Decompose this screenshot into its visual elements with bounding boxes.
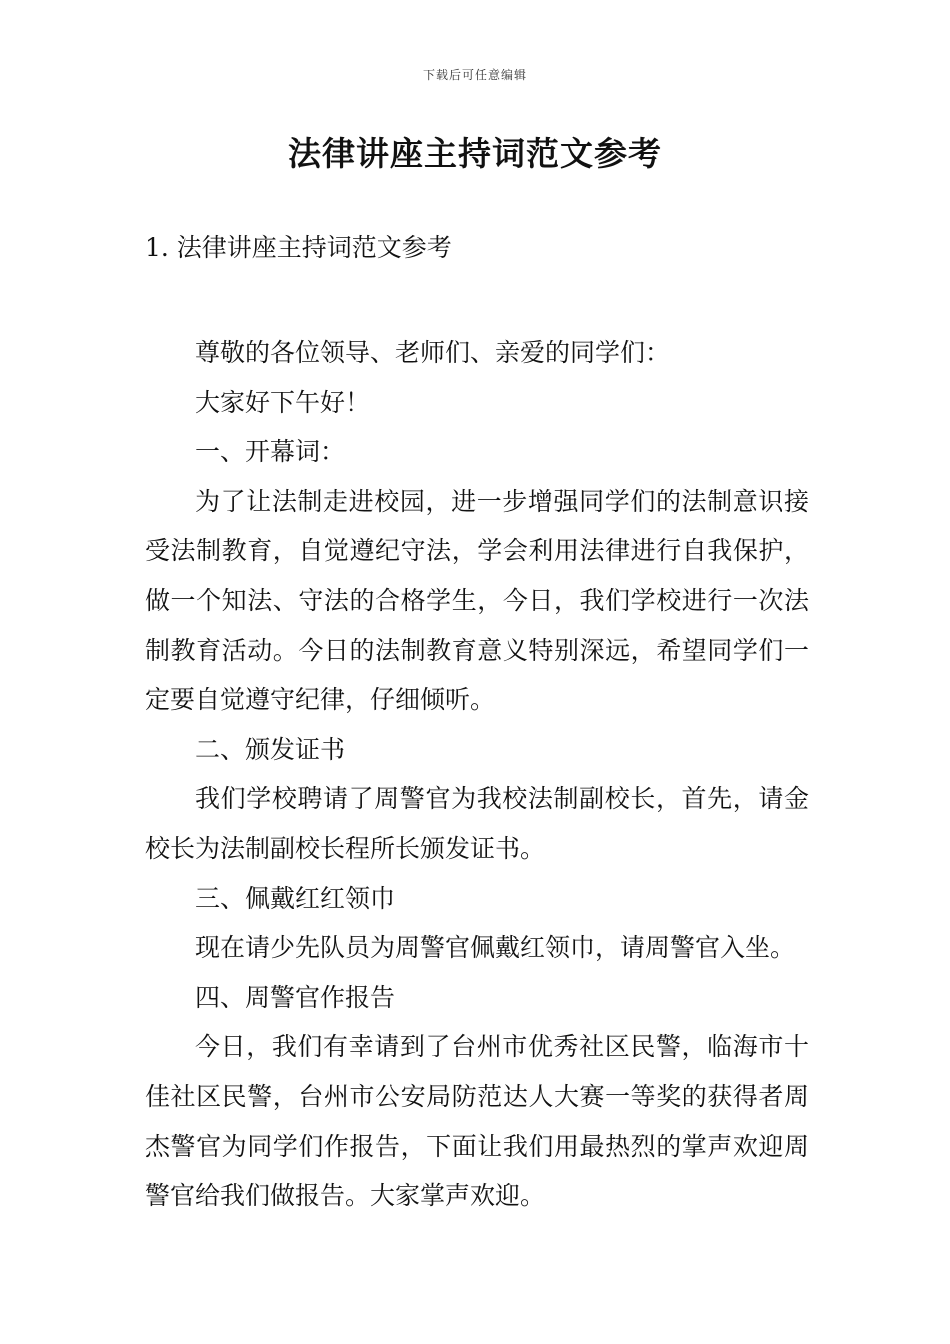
paragraph-certificate: 我们学校聘请了周警官为我校法制副校长，首先，请金校长为法制副校长程所长颁发证书。 [145,784,809,863]
section-heading: 1. 法律讲座主持词范文参考 [145,233,452,262]
paragraph-report: 今日，我们有幸请到了台州市优秀社区民警，临海市十佳社区民警，台州市公安局防范达人大赛一等奖的获得者周杰警官为同学们作报告，下面让我们用最热烈的掌声欢迎周警官给我们做报告。大家掌声欢迎。 [145,1032,809,1211]
paragraph-salutation: 尊敬的各位领导、老师们、亲爱的同学们： [195,338,671,367]
paragraph-item-heading: 三、佩戴红红领巾 [195,883,396,913]
paragraph-opening: 为了让法制走进校园，进一步增强同学们的法制意识接受法制教育，自觉遵纪守法，学会利用法律进行自我保护，做一个知法、守法的合格学生，今日，我们学校进行一次法制教育活动。今日的法制教育意义特别深远，希望同学们一定要自觉遵守纪律，仔细倾听。 [145,486,809,715]
document-body [145,328,809,1221]
paragraph-scarf: 现在请少先队员为周警官佩戴红领巾，请周警官入坐。 [195,933,796,963]
paragraph-item-heading: 一、开幕词： [195,437,346,467]
paragraph-item-heading: 二、颁发证书 [195,734,346,764]
document-title: 法律讲座主持词范文参考 [288,134,662,173]
header-note: 下载后可任意编辑 [422,68,527,82]
paragraph-item-heading: 四、周警官作报告 [195,982,396,1012]
paragraph-greeting: 大家好下午好！ [195,387,371,417]
